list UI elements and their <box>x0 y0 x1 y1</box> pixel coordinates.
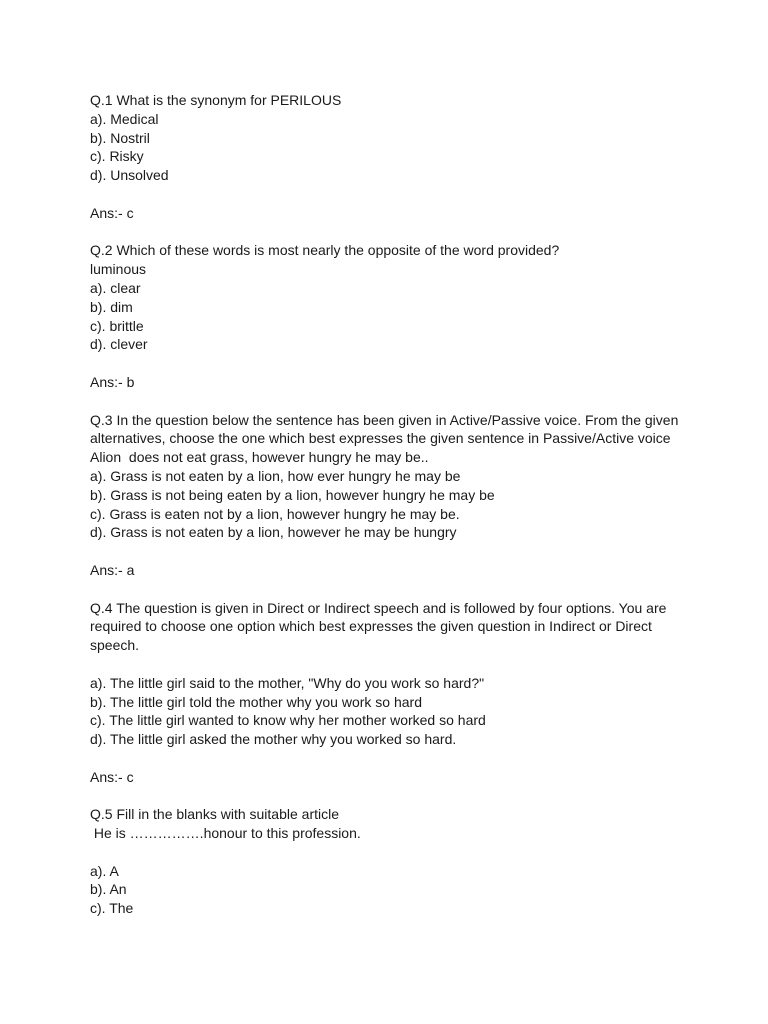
option-c: c). Grass is eaten not by a lion, however hungry he may be. <box>90 505 460 522</box>
option-d: d). clever <box>90 336 148 353</box>
option-a: a). Grass is not eaten by a lion, how ever hungry he may be <box>90 467 461 484</box>
question-text: Q.3 In the question below the sentence has been given in Active/Passive voice. From the given <box>90 411 679 428</box>
option-d: d). Unsolved <box>90 167 169 184</box>
question-text: alternatives, choose the one which best expresses the given sentence in Passive/Active voice <box>90 430 671 447</box>
answer-text: Ans:- c <box>90 768 134 785</box>
question-block <box>90 411 690 599</box>
question-text: Q.1 What is the synonym for PERILOUS <box>90 92 342 108</box>
option-a: a). clear <box>90 279 141 296</box>
question-list <box>90 91 690 918</box>
option-d: d). The little girl asked the mother why you worked so hard. <box>90 731 457 748</box>
option-c: c). The <box>90 900 134 917</box>
option-b: b). An <box>90 881 127 898</box>
question-block <box>90 599 690 806</box>
option-a: a). A <box>90 862 119 879</box>
question-text: Q.4 The question is given in Direct or Indirect speech and is followed by four options. You are <box>90 599 667 616</box>
question-text: required to choose one option which best expresses the given question in Indirect or Direct <box>90 618 652 635</box>
question-block <box>90 241 690 410</box>
question-block <box>90 805 690 918</box>
question-sentence: Alion does not eat grass, however hungry he may be.. <box>90 449 429 466</box>
question-text: speech. <box>90 637 140 654</box>
question-text: Q.2 Which of these words is most nearly the opposite of the word provided? <box>90 242 560 259</box>
option-c: c). The little girl wanted to know why her mother worked so hard <box>90 712 486 729</box>
option-b: b). dim <box>90 298 133 315</box>
answer-text: Ans:- c <box>90 204 134 221</box>
question-word: luminous <box>90 261 147 278</box>
option-b: b). The little girl told the mother why you work so hard <box>90 693 423 710</box>
option-c: c). Risky <box>90 148 144 165</box>
option-a: a). Medical <box>90 110 159 127</box>
question-text: Q.5 Fill in the blanks with suitable article <box>90 806 339 823</box>
option-d: d). Grass is not eaten by a lion, however he may be hungry <box>90 524 457 541</box>
option-a: a). The little girl said to the mother, "Why do you work so hard?" <box>90 674 485 691</box>
option-b: b). Grass is not being eaten by a lion, however hungry he may be <box>90 486 495 503</box>
question-sentence: He is …………….honour to this profession. <box>90 825 361 842</box>
question-block <box>90 91 690 241</box>
option-c: c). brittle <box>90 317 144 334</box>
answer-text: Ans:- a <box>90 561 135 578</box>
answer-text: Ans:- b <box>90 373 135 390</box>
option-b: b). Nostril <box>90 129 150 146</box>
